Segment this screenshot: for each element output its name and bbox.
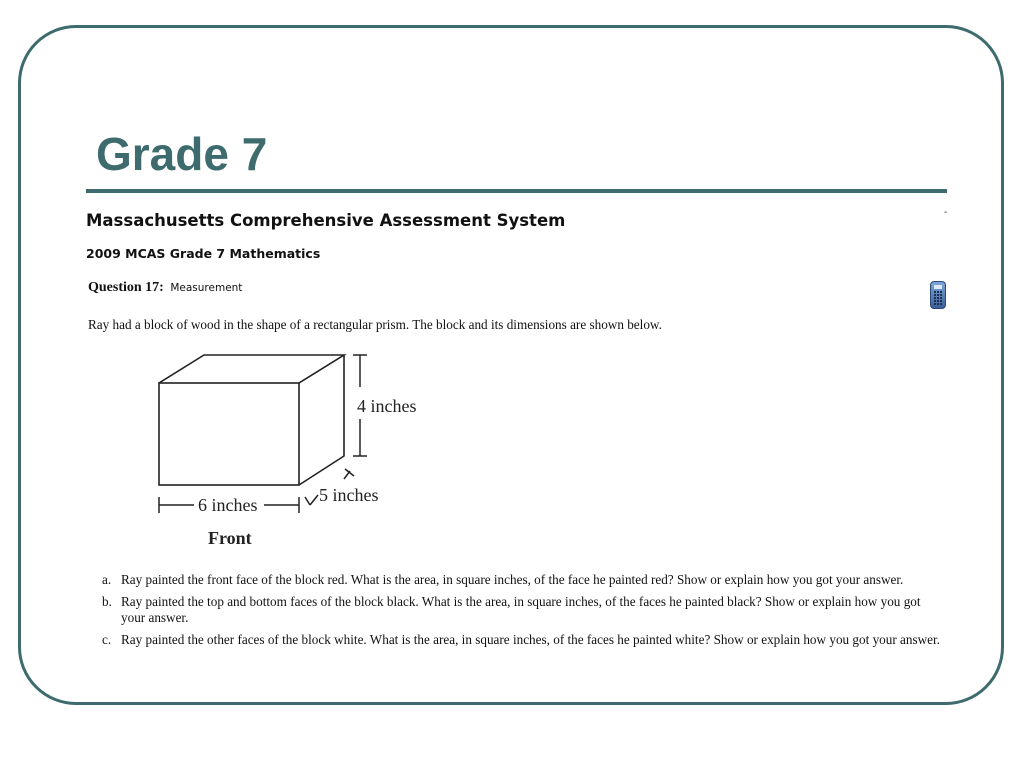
depth-label: 5 inches: [319, 485, 379, 505]
slide-title: Grade 7: [96, 128, 268, 180]
prism-top-face: [159, 355, 344, 383]
title-divider: [86, 189, 947, 193]
assessment-subheading: 2009 MCAS Grade 7 Mathematics: [86, 246, 321, 261]
part-text: Ray painted the front face of the block red. What is the area, in square inches, of the face he painted red? Show or explain how you got your answer.: [121, 572, 904, 587]
depth-tick-bottom: [305, 497, 310, 505]
calculator-icon[interactable]: [930, 281, 946, 309]
front-label: Front: [208, 528, 252, 548]
assessment-heading: Massachusetts Comprehensive Assessment System: [86, 211, 566, 230]
prism-figure: [150, 345, 440, 560]
part-letter: c.: [102, 632, 112, 647]
question-label: Question 17:: [88, 280, 164, 295]
question-part-b: [102, 594, 942, 626]
prism-front-face: [159, 383, 299, 485]
corner-marker: -: [944, 207, 948, 218]
part-text: Ray painted the other faces of the block white. What is the area, in square inches, of the faces he painted white? Show or explain how you got your answer.: [121, 632, 940, 647]
part-letter: b.: [102, 594, 112, 609]
question-part-c: [102, 632, 942, 648]
depth-dimension-line-upper: [344, 471, 350, 479]
width-label: 6 inches: [198, 495, 258, 515]
question-parts: [102, 572, 942, 654]
question-header: [88, 280, 242, 296]
height-label: 4 inches: [357, 396, 417, 416]
calculator-keys: [934, 291, 942, 305]
depth-dimension-line: [310, 495, 318, 505]
part-text: Ray painted the top and bottom faces of the block black. What is the area, in square inches, of the faces he painted black? Show or explain how you got your answer.: [121, 594, 921, 625]
prism-side-face: [299, 355, 344, 485]
calculator-screen: [934, 285, 942, 289]
question-category: Measurement: [170, 282, 243, 294]
part-letter: a.: [102, 572, 112, 587]
question-intro: Ray had a block of wood in the shape of a rectangular prism. The block and its dimensions are shown below.: [88, 317, 662, 332]
question-part-a: [102, 572, 942, 588]
